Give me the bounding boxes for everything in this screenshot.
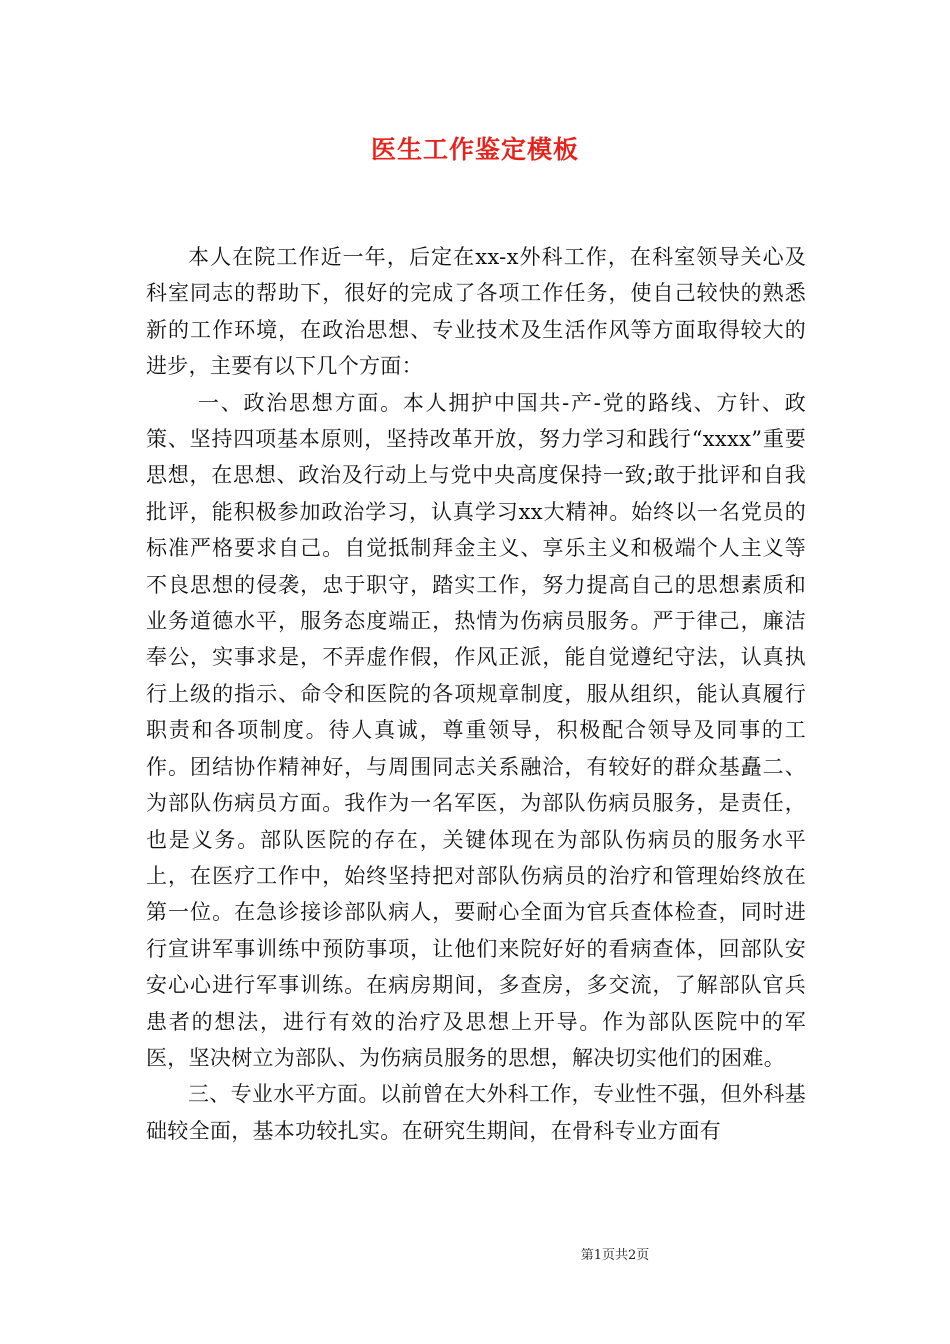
paragraph-political: 一、政治思想方面。本人拥护中国共-产-党的路线、方针、政策、坚持四项基本原则，坚持改革开放，努力学习和践行“xxxx”重要思想，在思想、政治及行动上与党中央高度保持一致;敢于批评和自我批评，能积极参加政治学习，认真学习xx大精神。始终以一名党员的标准严格要求自己。自觉抵制拜金主义、享乐主义和极端个人主义等不良思想的侵袭，忠于职守，踏实工作，努力提高自己的思想素质和业务道德水平，服务态度端正，热情为伤病员服务。严于律己，廉洁奉公，实事求是，不弄虚作假，作风正派，能自觉遵纪守法，认真执行上级的指示、命令和医院的各项规章制度，服从组织，能认真履行职责和各项制度。待人真诚，尊重领导，积极配合领导及同事的工作。团结协作精神好，与周围同志关系融洽，有较好的群众基矗二、为部队伤病员方面。我作为一名军医，为部队伤病员服务，是责任，也是义务。部队医院的存在，关键体现在为部队伤病员的服务水平上，在医疗工作中，始终坚持把对部队伤病员的治疗和管理始终放在第一位。在急诊接诊部队病人，要耐心全面为官兵查体检查，同时进行宣讲军事训练中预防事项，让他们来院好好的看病查体，回部队安安心心进行军事训练。在病房期间，多查房，多交流，了解部队官兵患者的想法，进行有效的治疗及思想上开导。作为部队医院中的军医，坚决树立为部队、为伤病员服务的思想，解决切实他们的困难。 xyxy=(146,390,806,1070)
page-title: 医生工作鉴定模板 xyxy=(370,135,579,164)
page-number: 第1页共2页 xyxy=(580,1248,650,1263)
paragraph-professional: 三、专业水平方面。以前曾在大外科工作，专业性不强，但外科基础较全面，基本功较扎实。在研究生期间，在骨科专业方面有 xyxy=(146,1082,806,1143)
document-body xyxy=(146,239,806,1149)
paragraph-intro: 本人在院工作近一年，后定在xx-x外科工作，在科室领导关心及科室同志的帮助下，很好的完成了各项工作任务，使自己较快的熟悉新的工作环境，在政治思想、专业技术及生活作风等方面取得较大的进步，主要有以下几个方面： xyxy=(146,245,806,379)
